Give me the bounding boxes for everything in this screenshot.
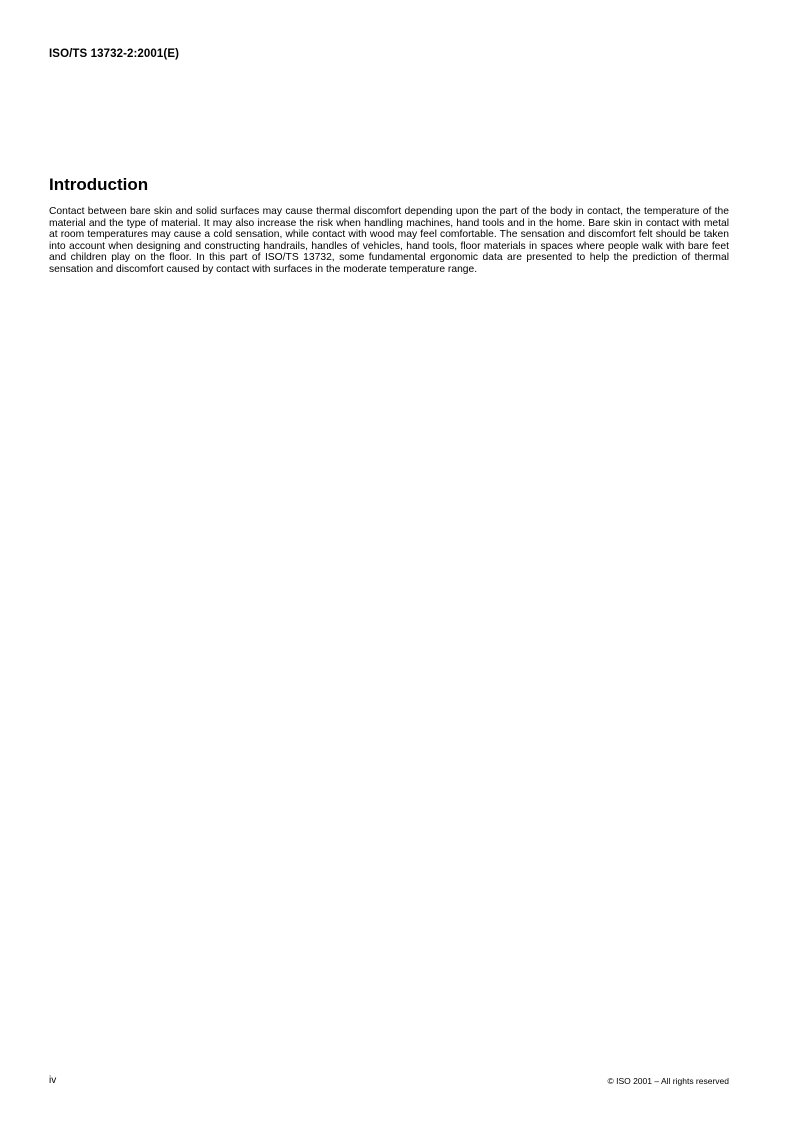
introduction-paragraph: Contact between bare skin and solid surfaces may cause thermal discomfort depending upon the part of the body in contact, the temperature of the material and the type of material. It may also increase the risk when handling machines, hand tools and in the home. Bare skin in contact with metal at room temperatures may cause a cold sensation, while contact with wood may feel comfortable. The sensation and discomfort felt should be taken into account when designing and constructing handrails, handles of vehicles, hand tools, floor materials in spaces where people walk with bare feet and children play on the floor. In this part of ISO/TS 13732, some fundamental ergonomic data are presented to help the prediction of thermal sensation and discomfort caused by contact with surfaces in the moderate temperature range. xyxy=(49,206,729,275)
section-title: Introduction xyxy=(49,175,149,194)
page-number: iv xyxy=(49,1075,57,1086)
copyright-notice: © ISO 2001 – All rights reserved xyxy=(607,1076,729,1086)
document-identifier: ISO/TS 13732-2:2001(E) xyxy=(49,48,180,60)
